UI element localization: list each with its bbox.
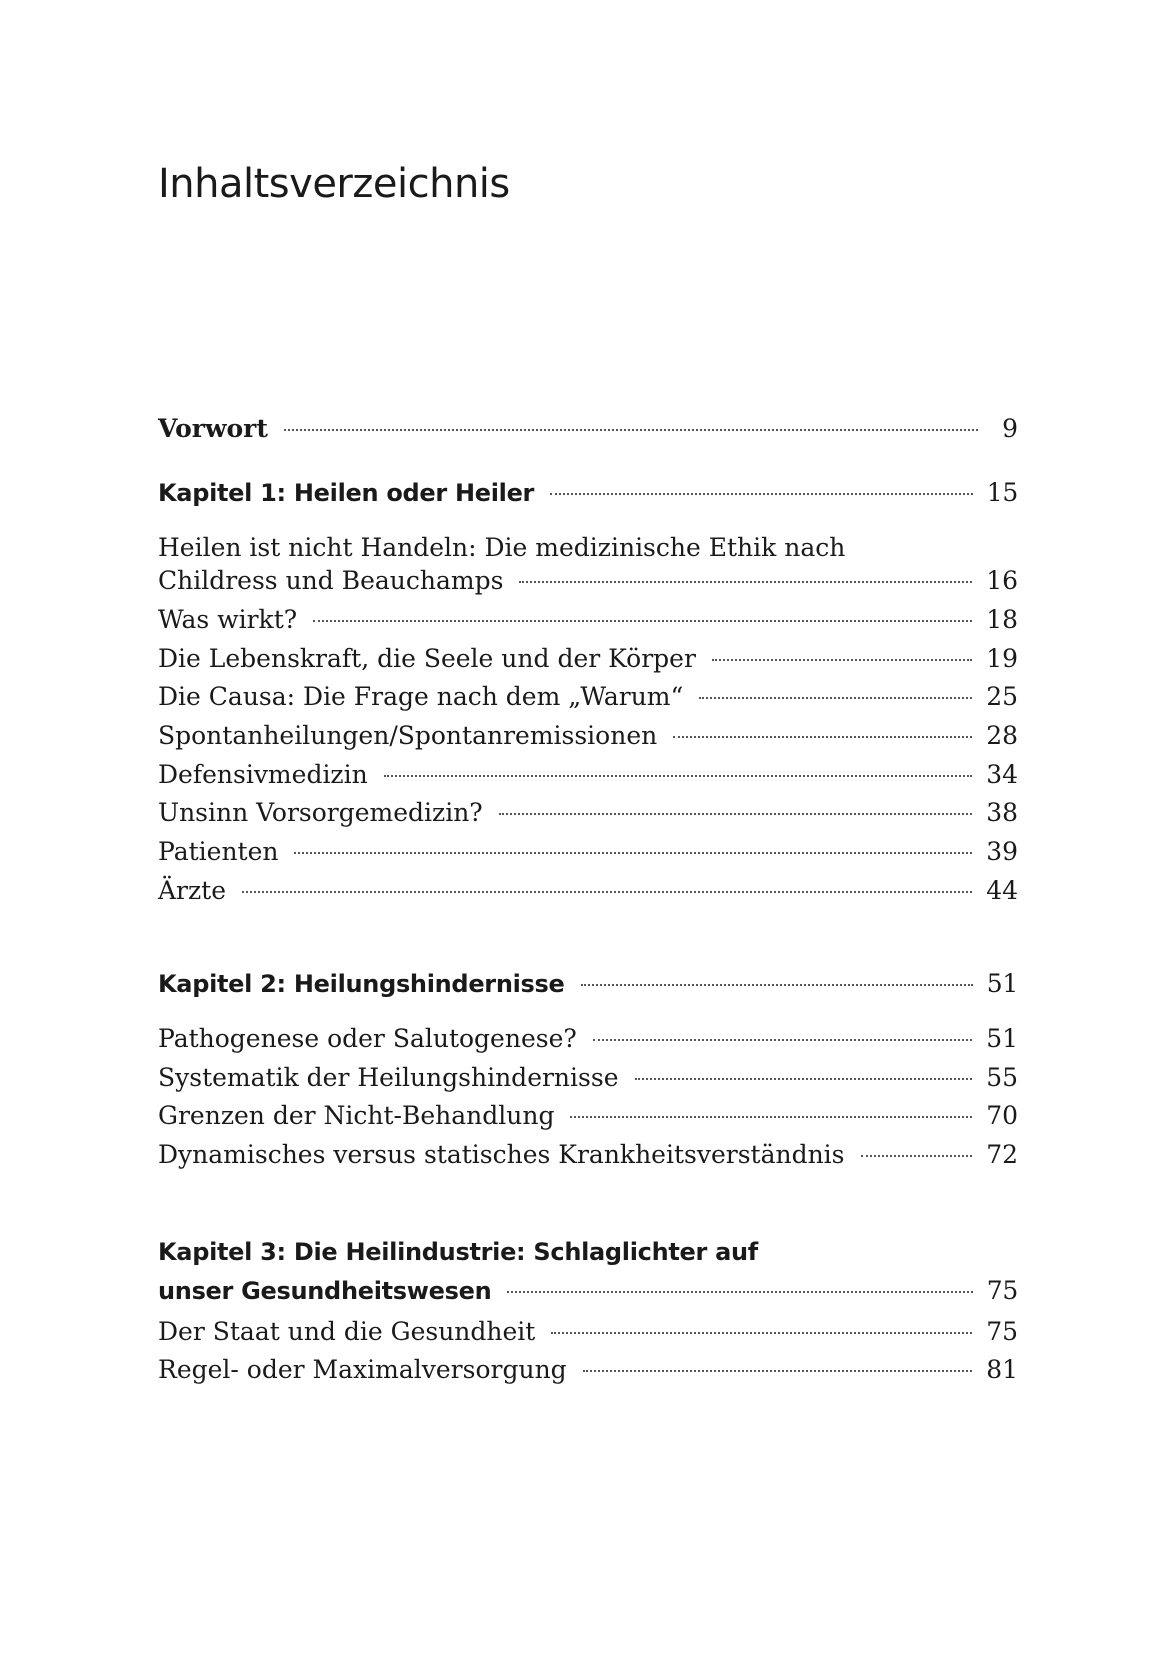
toc-entry[interactable] xyxy=(158,603,1018,637)
toc-chapter-label-line1: Kapitel 3: Die Heilindustrie: Schlaglichter auf xyxy=(158,1238,758,1266)
dot-leader xyxy=(570,1116,972,1118)
toc-entry-label: Grenzen der Nicht-Behandlung xyxy=(158,1101,555,1130)
toc-entry[interactable] xyxy=(158,1315,1018,1349)
toc-page-number: 38 xyxy=(986,798,1018,827)
toc-page-number: 9 xyxy=(1002,414,1018,443)
page-title: Inhaltsverzeichnis xyxy=(158,161,510,207)
toc-entry[interactable] xyxy=(158,874,1018,908)
dot-leader xyxy=(551,1332,972,1334)
dot-leader xyxy=(861,1155,973,1157)
dot-leader xyxy=(550,493,973,495)
toc-entry[interactable] xyxy=(158,1138,1018,1172)
toc-entry-label-line1: Heilen ist nicht Handeln: Die medizinische Ethik nach xyxy=(158,533,846,562)
toc-entry-label: Defensivmedizin xyxy=(158,760,368,789)
toc-chapter-label: Kapitel 1: Heilen oder Heiler xyxy=(158,479,535,507)
toc-entry-label: Die Causa: Die Frage nach dem „Warum“ xyxy=(158,682,684,711)
toc-entry-label: Die Lebenskraft, die Seele und der Körper xyxy=(158,644,696,673)
toc-entry[interactable] xyxy=(158,680,1018,714)
toc-chapter-2[interactable] xyxy=(158,967,1018,1001)
toc-entry[interactable] xyxy=(158,1061,1018,1095)
toc-entry[interactable] xyxy=(158,564,1018,598)
toc-page-number: 75 xyxy=(986,1276,1018,1305)
toc-page-number: 51 xyxy=(986,1024,1018,1053)
dot-leader xyxy=(635,1078,973,1080)
toc-entry-vorwort[interactable] xyxy=(158,412,1018,446)
toc-entry[interactable] xyxy=(158,642,1018,676)
dot-leader xyxy=(583,1370,973,1372)
toc-entry-label: Vorwort xyxy=(158,414,268,443)
dot-leader xyxy=(673,736,972,738)
toc-entry[interactable] xyxy=(158,796,1018,830)
toc-page-number: 75 xyxy=(986,1317,1018,1346)
dot-leader xyxy=(699,697,972,699)
toc-chapter-label: unser Gesundheitswesen xyxy=(158,1277,492,1305)
toc-entry-label: Der Staat und die Gesundheit xyxy=(158,1317,536,1346)
dot-leader xyxy=(242,891,972,893)
toc-page-number: 81 xyxy=(986,1355,1018,1384)
toc-page-number: 15 xyxy=(986,478,1018,507)
toc-entry[interactable] xyxy=(158,758,1018,792)
toc-entry[interactable] xyxy=(158,1022,1018,1056)
toc-entry[interactable] xyxy=(158,719,1018,753)
toc-entry[interactable] xyxy=(158,835,1018,869)
toc-chapter-1[interactable] xyxy=(158,476,1018,510)
dot-leader xyxy=(384,775,972,777)
toc-page-number: 16 xyxy=(986,566,1018,595)
toc-entry-label: Patienten xyxy=(158,837,279,866)
dot-leader xyxy=(499,813,972,815)
toc-entry[interactable] xyxy=(158,1353,1018,1387)
toc-page-number: 28 xyxy=(986,721,1018,750)
toc-page-number: 72 xyxy=(986,1140,1018,1169)
toc-page-number: 51 xyxy=(986,969,1018,998)
toc-entry-label: Pathogenese oder Salutogenese? xyxy=(158,1024,577,1053)
toc-entry-label: Systematik der Heilungshindernisse xyxy=(158,1063,619,1092)
dot-leader xyxy=(581,984,973,986)
toc-entry-label: Regel- oder Maximalversorgung xyxy=(158,1355,567,1384)
toc-page-number: 44 xyxy=(986,876,1018,905)
toc-page-number: 39 xyxy=(986,837,1018,866)
dot-leader xyxy=(519,581,972,583)
dot-leader xyxy=(507,1291,972,1293)
toc-chapter-3[interactable] xyxy=(158,1274,1018,1308)
dot-leader xyxy=(294,852,972,854)
toc-page-number: 55 xyxy=(986,1063,1018,1092)
toc-page-number: 25 xyxy=(986,682,1018,711)
toc-entry-label: Childress und Beauchamps xyxy=(158,566,504,595)
dot-leader xyxy=(712,659,972,661)
toc-entry-label: Spontanheilungen/Spontanremissionen xyxy=(158,721,658,750)
dot-leader xyxy=(313,620,972,622)
toc-entry-label: Unsinn Vorsorgemedizin? xyxy=(158,798,483,827)
toc-page-number: 70 xyxy=(986,1101,1018,1130)
toc-entry-label: Dynamisches versus statisches Krankheitsverständnis xyxy=(158,1140,845,1169)
toc-entry-label: Ärzte xyxy=(158,876,227,905)
toc-page-number: 18 xyxy=(986,605,1018,634)
toc-chapter-label: Kapitel 2: Heilungshindernisse xyxy=(158,970,565,998)
dot-leader xyxy=(284,429,978,431)
toc-page-number: 19 xyxy=(986,644,1018,673)
dot-leader xyxy=(593,1039,972,1041)
table-of-contents xyxy=(158,0,1018,1654)
toc-page-number: 34 xyxy=(986,760,1018,789)
toc-entry[interactable] xyxy=(158,1099,1018,1133)
toc-entry-label: Was wirkt? xyxy=(158,605,298,634)
